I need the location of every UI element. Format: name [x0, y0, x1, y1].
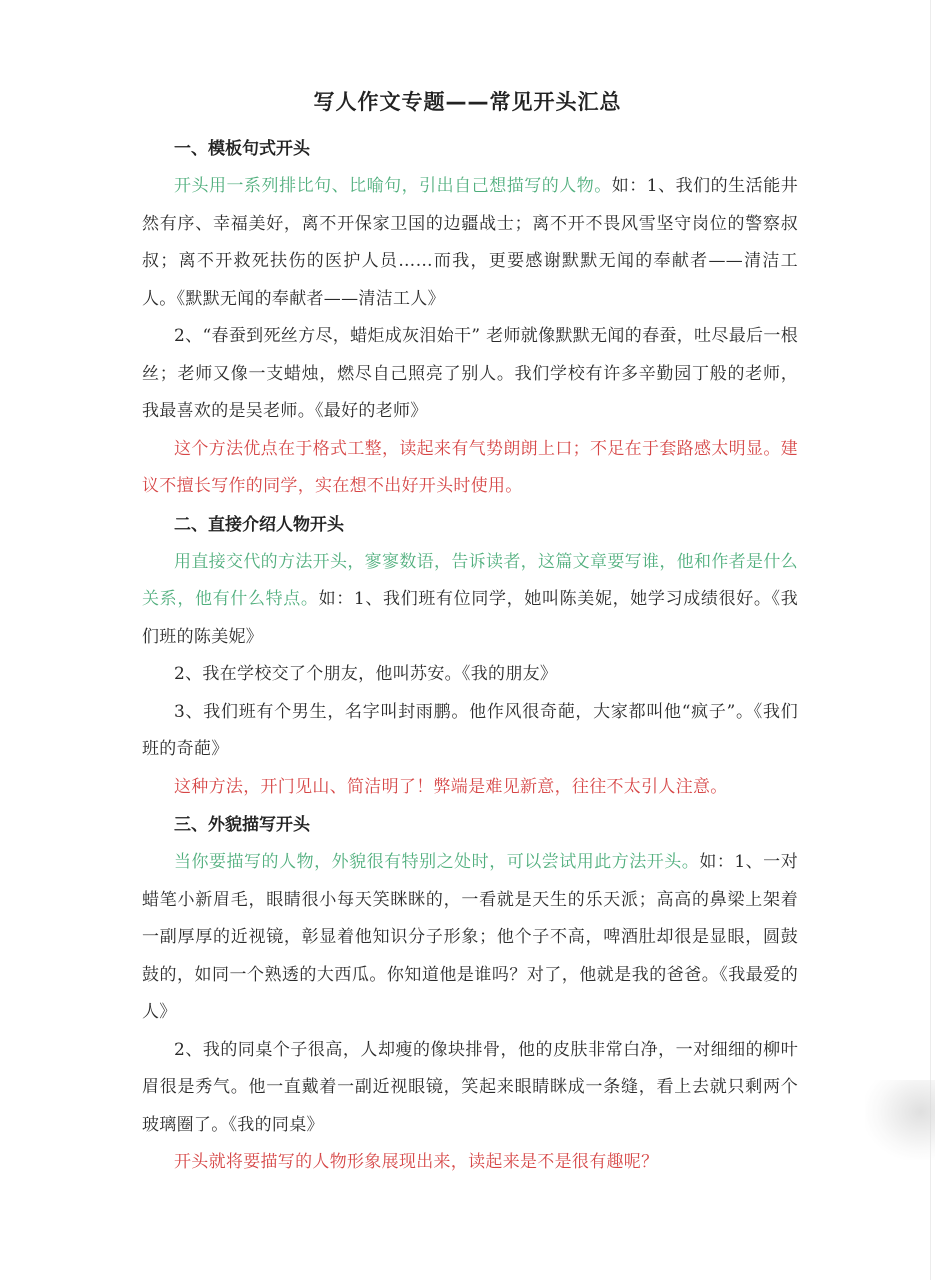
section-1-note: 这个方法优点在于格式工整，读起来有气势朗朗上口；不足在于套路感太明显。建议不擅长写作的同学，实在想不出好开头时使用。	[142, 438, 798, 496]
section-3-heading: 三、外貌描写开头	[174, 815, 310, 835]
section-3-intro-highlight: 当你要描写的人物，外貌很有特别之处时，可以尝试用此方法开头。	[174, 852, 700, 872]
section-2-intro-highlight: 用直接交代的方法开头，寥寥数语，告诉读者，这篇文章要写谁，他和作者是什么关系，他有什么特点。	[142, 551, 798, 609]
section-3-note: 开头就将要描写的人物形象展现出来，读起来是不是很有趣呢？	[174, 1152, 659, 1172]
section-1-heading: 一、模板句式开头	[174, 139, 310, 159]
section-2-note: 这种方法，开门见山、简洁明了！弊端是难见新意，往往不太引人注意。	[174, 776, 728, 797]
section-3-example-1: 如：1、一对蜡笔小新眉毛，眼睛很小每天笑眯眯的，一看就是天生的乐天派；高高的鼻梁上架着一副厚厚的近视镜，彰显着他知识分子形象；他个子不高，啤酒肚却很是显眼，圆鼓鼓的，如同一个熟透的大西瓜。你知道他是谁吗？对了，他就是我的爸爸。《我最爱的人》	[142, 852, 798, 1022]
section-3-paragraph-1	[142, 844, 798, 1032]
scan-smudge	[865, 1080, 935, 1160]
section-2-heading: 二、直接介绍人物开头	[174, 514, 344, 535]
section-1-example-1: 如：1、我们的生活能井然有序、幸福美好，离不开保家卫国的边疆战士；离不开不畏风雪坚守岗位的警察叔叔；离不开救死扶伤的医护人员……而我，更要感谢默默无闻的奉献者——清洁工人。《默默无闻的奉献者——清洁工人》	[142, 176, 799, 309]
page-title: 写人作文专题——常见开头汇总	[313, 90, 622, 114]
section-2-example-1: 如：1、我们班有位同学，她叫陈美妮，她学习成绩很好。《我们班的陈美妮》	[142, 589, 798, 647]
document-body	[142, 130, 798, 1182]
section-2-example-2: 2、我在学校交了个朋友，他叫苏安。《我的朋友》	[174, 664, 558, 684]
section-2-example-3: 3、我们班有个男生，名字叫封雨鹏。他作风很奇葩，大家都叫他“疯子”。《我们班的奇葩》	[142, 701, 798, 759]
section-1-paragraph-1	[142, 168, 798, 318]
section-3-example-2: 2、我的同桌个子很高，人却瘦的像块排骨，他的皮肤非常白净，一对细细的柳叶眉很是秀气。他一直戴着一副近视眼镜，笑起来眼睛眯成一条缝，看上去就只剩两个玻璃圈了。《我的同桌》	[142, 1039, 798, 1135]
section-2-paragraph-1	[142, 544, 798, 657]
section-1-example-2: 2、“春蚕到死丝方尽，蜡炬成灰泪始干” 老师就像默默无闻的春蚕，吐尽最后一根丝；老师又像一支蜡烛，燃尽自己照亮了别人。我们学校有许多辛勤园丁般的老师，我最喜欢的是吴老师。《最好的老师》	[142, 326, 798, 421]
section-1-intro-highlight: 开头用一系列排比句、比喻句，引出自己想描写的人物。	[174, 176, 612, 196]
